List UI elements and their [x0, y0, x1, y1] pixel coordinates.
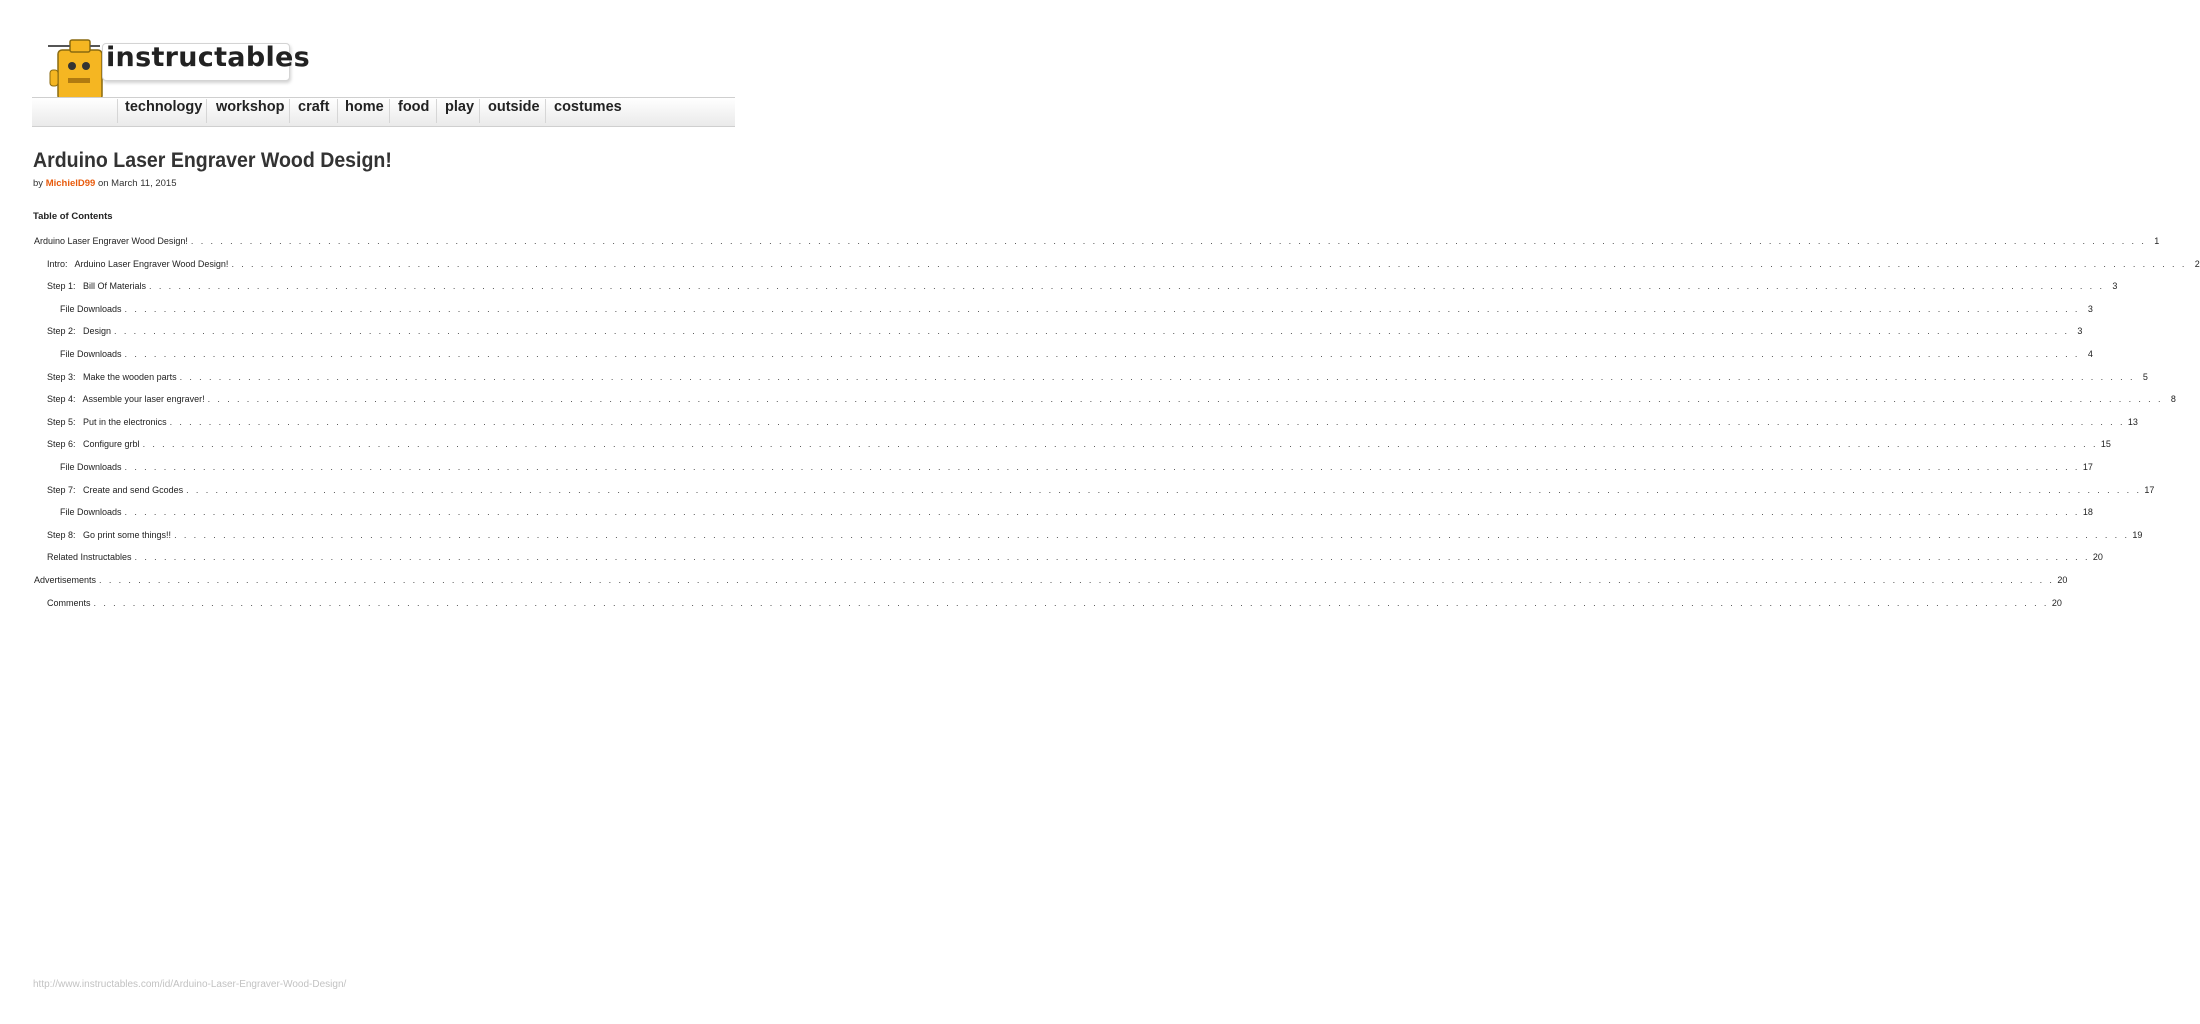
- toc-entry-page: 5: [2142, 371, 2148, 382]
- toc-entry-page: 20: [2057, 575, 2068, 585]
- site-header: [0, 0, 768, 130]
- toc-entry[interactable]: [60, 462, 2093, 474]
- toc-entry[interactable]: [47, 439, 2111, 451]
- nav-workshop[interactable]: workshop: [216, 99, 285, 115]
- toc-leader-dots: . . . . . . . . . . . . . . . . . . . . . . . . . . . . . . . . . . . . . . . . . . . . . . . . . . . . . . . . . . . . . . . . . . . . . . . . . . . . . . . . . . . . . . . . . . . . . . . . . . . . . . . . . . . . . . . . . . . . . . . . . . . . . . . . . . . . . . . . . . . . . . . . . . . . . . . . . . . . . . . . . . . . . . . . . . . . . . . . . . . . . . . . . . . . . . . . . . . . . . . .: [169, 416, 2125, 427]
- nav-food[interactable]: food: [398, 99, 430, 115]
- toc-entry[interactable]: [47, 597, 2062, 610]
- toc-entry[interactable]: [47, 484, 2155, 497]
- toc-entry-label: Advertisements: [34, 575, 97, 585]
- toc-entry-page: 19: [2132, 529, 2143, 540]
- toc-entry[interactable]: [47, 552, 2103, 564]
- toc-entry-page: 20: [2051, 597, 2062, 608]
- nav-craft[interactable]: craft: [298, 99, 330, 115]
- toc-entry-label: Step 2: Design: [47, 326, 112, 337]
- toc-entry-label: Arduino Laser Engraver Wood Design!: [34, 236, 188, 246]
- toc-entry-page: 17: [2082, 462, 2093, 472]
- toc-leader-dots: . . . . . . . . . . . . . . . . . . . . . . . . . . . . . . . . . . . . . . . . . . . . . . . . . . . . . . . . . . . . . . . . . . . . . . . . . . . . . . . . . . . . . . . . . . . . . . . . . . . . . . . . . . . . . . . . . . . . . . . . . . . . . . . . . . . . . . . . . . . . . . . . . . . . . . . . . . . . . . . . . . . . . . . . . . . . . . . . . . . . . . . . . . . . . . . . . . . . . . . .: [99, 575, 2055, 585]
- toc-entry-label: File Downloads: [60, 507, 122, 518]
- toc-entry[interactable]: [47, 416, 2138, 429]
- nav-divider: [289, 99, 290, 123]
- toc-entry[interactable]: [60, 349, 2093, 361]
- toc-entry-page: 17: [2144, 484, 2155, 495]
- article-byline: [33, 178, 176, 189]
- toc-entry-page: 4: [2087, 349, 2093, 359]
- nav-divider: [206, 99, 207, 123]
- toc-leader-dots: . . . . . . . . . . . . . . . . . . . . . . . . . . . . . . . . . . . . . . . . . . . . . . . . . . . . . . . . . . . . . . . . . . . . . . . . . . . . . . . . . . . . . . . . . . . . . . . . . . . . . . . . . . . . . . . . . . . . . . . . . . . . . . . . . . . . . . . . . . . . . . . . . . . . . . . . . . . . . . . . . . . . . . . . . . . . . . . . . . . . . . . . . . . . . . . . . . . . . . . .: [134, 552, 2090, 563]
- toc-entry-label: Step 6: Configure grbl: [47, 439, 140, 450]
- toc-entry-page: 13: [2127, 416, 2138, 427]
- toc-entry[interactable]: [34, 575, 2068, 587]
- article-title: Arduino Laser Engraver Wood Design!: [33, 149, 392, 172]
- toc-entry-page: 2: [2194, 258, 2200, 269]
- byline-prefix: by: [33, 178, 44, 189]
- toc-entry-label: File Downloads: [60, 349, 122, 359]
- toc-leader-dots: . . . . . . . . . . . . . . . . . . . . . . . . . . . . . . . . . . . . . . . . . . . . . . . . . . . . . . . . . . . . . . . . . . . . . . . . . . . . . . . . . . . . . . . . . . . . . . . . . . . . . . . . . . . . . . . . . . . . . . . . . . . . . . . . . . . . . . . . . . . . . . . . . . . . . . . . . . . . . . . . . . . . . . . . . . . . . . . . . . . . . . . . . . . . . . . . . . . . . . . .: [231, 258, 2187, 269]
- toc-entry-label: Step 8: Go print some things!!: [47, 529, 172, 540]
- toc-entry-page: 8: [2170, 394, 2176, 405]
- toc-entry-label: Step 5: Put in the electronics: [47, 416, 167, 427]
- toc-entry-label: Step 4: Assemble your laser engraver!: [47, 394, 205, 405]
- toc-leader-dots: . . . . . . . . . . . . . . . . . . . . . . . . . . . . . . . . . . . . . . . . . . . . . . . . . . . . . . . . . . . . . . . . . . . . . . . . . . . . . . . . . . . . . . . . . . . . . . . . . . . . . . . . . . . . . . . . . . . . . . . . . . . . . . . . . . . . . . . . . . . . . . . . . . . . . . . . . . . . . . . . . . . . . . . . . . . . . . . . . . . . . . . . . . . . . . . . . . . . . . . .: [124, 303, 2080, 314]
- toc-leader-dots: . . . . . . . . . . . . . . . . . . . . . . . . . . . . . . . . . . . . . . . . . . . . . . . . . . . . . . . . . . . . . . . . . . . . . . . . . . . . . . . . . . . . . . . . . . . . . . . . . . . . . . . . . . . . . . . . . . . . . . . . . . . . . . . . . . . . . . . . . . . . . . . . . . . . . . . . . . . . . . . . . . . . . . . . . . . . . . . . . . . . . . . . . . . . . . . . . . . . . . . .: [93, 597, 2049, 608]
- site-logo[interactable]: instructables: [106, 42, 310, 73]
- toc-leader-dots: . . . . . . . . . . . . . . . . . . . . . . . . . . . . . . . . . . . . . . . . . . . . . . . . . . . . . . . . . . . . . . . . . . . . . . . . . . . . . . . . . . . . . . . . . . . . . . . . . . . . . . . . . . . . . . . . . . . . . . . . . . . . . . . . . . . . . . . . . . . . . . . . . . . . . . . . . . . . . . . . . . . . . . . . . . . . . . . . . . . . . . . . . . . . . . . . . . . . . . . .: [186, 484, 2142, 495]
- nav-divider: [389, 99, 390, 123]
- nav-home[interactable]: home: [345, 99, 384, 115]
- author-link[interactable]: MichielD99: [45, 178, 96, 189]
- toc-entry-page: 1: [2154, 236, 2160, 246]
- publish-date: on March 11, 2015: [97, 178, 177, 189]
- nav-costumes[interactable]: costumes: [554, 99, 622, 115]
- toc-entry-page: 3: [2077, 326, 2083, 337]
- toc-leader-dots: . . . . . . . . . . . . . . . . . . . . . . . . . . . . . . . . . . . . . . . . . . . . . . . . . . . . . . . . . . . . . . . . . . . . . . . . . . . . . . . . . . . . . . . . . . . . . . . . . . . . . . . . . . . . . . . . . . . . . . . . . . . . . . . . . . . . . . . . . . . . . . . . . . . . . . . . . . . . . . . . . . . . . . . . . . . . . . . . . . . . . . . . . . . . . . . . . . . . . . . .: [149, 281, 2105, 292]
- toc-entry-page: 3: [2112, 281, 2118, 292]
- toc-entry-page: 20: [2092, 552, 2103, 563]
- toc-entry[interactable]: [47, 394, 2176, 406]
- toc-heading: Table of Contents: [33, 211, 113, 222]
- toc-entry-label: Step 1: Bill Of Materials: [47, 281, 147, 292]
- nav-technology[interactable]: technology: [125, 99, 203, 115]
- toc-entry-label: File Downloads: [60, 462, 122, 472]
- toc-entry[interactable]: [47, 371, 2148, 384]
- nav-divider: [545, 99, 546, 123]
- toc-entry[interactable]: [60, 303, 2093, 316]
- toc-entry[interactable]: [47, 326, 2083, 338]
- toc-entry-label: Comments: [47, 597, 91, 608]
- toc-leader-dots: . . . . . . . . . . . . . . . . . . . . . . . . . . . . . . . . . . . . . . . . . . . . . . . . . . . . . . . . . . . . . . . . . . . . . . . . . . . . . . . . . . . . . . . . . . . . . . . . . . . . . . . . . . . . . . . . . . . . . . . . . . . . . . . . . . . . . . . . . . . . . . . . . . . . . . . . . . . . . . . . . . . . . . . . . . . . . . . . . . . . . . . . . . . . . . . . . . . . . . . .: [190, 236, 2147, 246]
- nav-play[interactable]: play: [445, 99, 475, 115]
- toc-entry[interactable]: [47, 529, 2143, 542]
- toc-entry-label: Step 7: Create and send Gcodes: [47, 484, 184, 495]
- toc-entry[interactable]: [34, 236, 2160, 248]
- toc-leader-dots: . . . . . . . . . . . . . . . . . . . . . . . . . . . . . . . . . . . . . . . . . . . . . . . . . . . . . . . . . . . . . . . . . . . . . . . . . . . . . . . . . . . . . . . . . . . . . . . . . . . . . . . . . . . . . . . . . . . . . . . . . . . . . . . . . . . . . . . . . . . . . . . . . . . . . . . . . . . . . . . . . . . . . . . . . . . . . . . . . . . . . . . . . . . . . . . . . . . . . . . .: [179, 371, 2135, 382]
- toc-entry[interactable]: [47, 258, 2200, 271]
- toc-entry[interactable]: [47, 281, 2118, 293]
- toc-leader-dots: . . . . . . . . . . . . . . . . . . . . . . . . . . . . . . . . . . . . . . . . . . . . . . . . . . . . . . . . . . . . . . . . . . . . . . . . . . . . . . . . . . . . . . . . . . . . . . . . . . . . . . . . . . . . . . . . . . . . . . . . . . . . . . . . . . . . . . . . . . . . . . . . . . . . . . . . . . . . . . . . . . . . . . . . . . . . . . . . . . . . . . . . . . . . . . . . . . . . . . . .: [174, 529, 2130, 540]
- toc-leader-dots: . . . . . . . . . . . . . . . . . . . . . . . . . . . . . . . . . . . . . . . . . . . . . . . . . . . . . . . . . . . . . . . . . . . . . . . . . . . . . . . . . . . . . . . . . . . . . . . . . . . . . . . . . . . . . . . . . . . . . . . . . . . . . . . . . . . . . . . . . . . . . . . . . . . . . . . . . . . . . . . . . . . . . . . . . . . . . . . . . . . . . . . . . . . . . . . . . . . . . . . .: [207, 394, 2163, 405]
- toc-entry-page: 15: [2100, 439, 2111, 450]
- toc-leader-dots: . . . . . . . . . . . . . . . . . . . . . . . . . . . . . . . . . . . . . . . . . . . . . . . . . . . . . . . . . . . . . . . . . . . . . . . . . . . . . . . . . . . . . . . . . . . . . . . . . . . . . . . . . . . . . . . . . . . . . . . . . . . . . . . . . . . . . . . . . . . . . . . . . . . . . . . . . . . . . . . . . . . . . . . . . . . . . . . . . . . . . . . . . . . . . . . . . . . . . . . .: [114, 326, 2070, 337]
- footer-url[interactable]: http://www.instructables.com/id/Arduino-Laser-Engraver-Wood-Design/: [33, 979, 347, 990]
- nav-divider: [337, 99, 338, 123]
- nav-divider: [436, 99, 437, 123]
- toc-entry-label: Intro: Arduino Laser Engraver Wood Design!: [47, 258, 229, 269]
- toc-entry-page: 3: [2087, 303, 2093, 314]
- toc-entry-page: 18: [2082, 507, 2093, 518]
- toc-entry[interactable]: [60, 507, 2093, 519]
- toc-entry-label: Step 3: Make the wooden parts: [47, 371, 177, 382]
- toc-leader-dots: . . . . . . . . . . . . . . . . . . . . . . . . . . . . . . . . . . . . . . . . . . . . . . . . . . . . . . . . . . . . . . . . . . . . . . . . . . . . . . . . . . . . . . . . . . . . . . . . . . . . . . . . . . . . . . . . . . . . . . . . . . . . . . . . . . . . . . . . . . . . . . . . . . . . . . . . . . . . . . . . . . . . . . . . . . . . . . . . . . . . . . . . . . . . . . . . . . . . . . . .: [124, 462, 2080, 472]
- toc-entry-label: File Downloads: [60, 303, 122, 314]
- nav-outside[interactable]: outside: [488, 99, 540, 115]
- toc-leader-dots: . . . . . . . . . . . . . . . . . . . . . . . . . . . . . . . . . . . . . . . . . . . . . . . . . . . . . . . . . . . . . . . . . . . . . . . . . . . . . . . . . . . . . . . . . . . . . . . . . . . . . . . . . . . . . . . . . . . . . . . . . . . . . . . . . . . . . . . . . . . . . . . . . . . . . . . . . . . . . . . . . . . . . . . . . . . . . . . . . . . . . . . . . . . . . . . . . . . . . . . .: [124, 349, 2080, 359]
- nav-divider: [117, 99, 118, 123]
- nav-divider: [479, 99, 480, 123]
- toc-leader-dots: . . . . . . . . . . . . . . . . . . . . . . . . . . . . . . . . . . . . . . . . . . . . . . . . . . . . . . . . . . . . . . . . . . . . . . . . . . . . . . . . . . . . . . . . . . . . . . . . . . . . . . . . . . . . . . . . . . . . . . . . . . . . . . . . . . . . . . . . . . . . . . . . . . . . . . . . . . . . . . . . . . . . . . . . . . . . . . . . . . . . . . . . . . . . . . . . . . . . . . . .: [142, 439, 2098, 450]
- toc-leader-dots: . . . . . . . . . . . . . . . . . . . . . . . . . . . . . . . . . . . . . . . . . . . . . . . . . . . . . . . . . . . . . . . . . . . . . . . . . . . . . . . . . . . . . . . . . . . . . . . . . . . . . . . . . . . . . . . . . . . . . . . . . . . . . . . . . . . . . . . . . . . . . . . . . . . . . . . . . . . . . . . . . . . . . . . . . . . . . . . . . . . . . . . . . . . . . . . . . . . . . . . .: [124, 507, 2080, 518]
- toc-entry-label: Related Instructables: [47, 552, 132, 563]
